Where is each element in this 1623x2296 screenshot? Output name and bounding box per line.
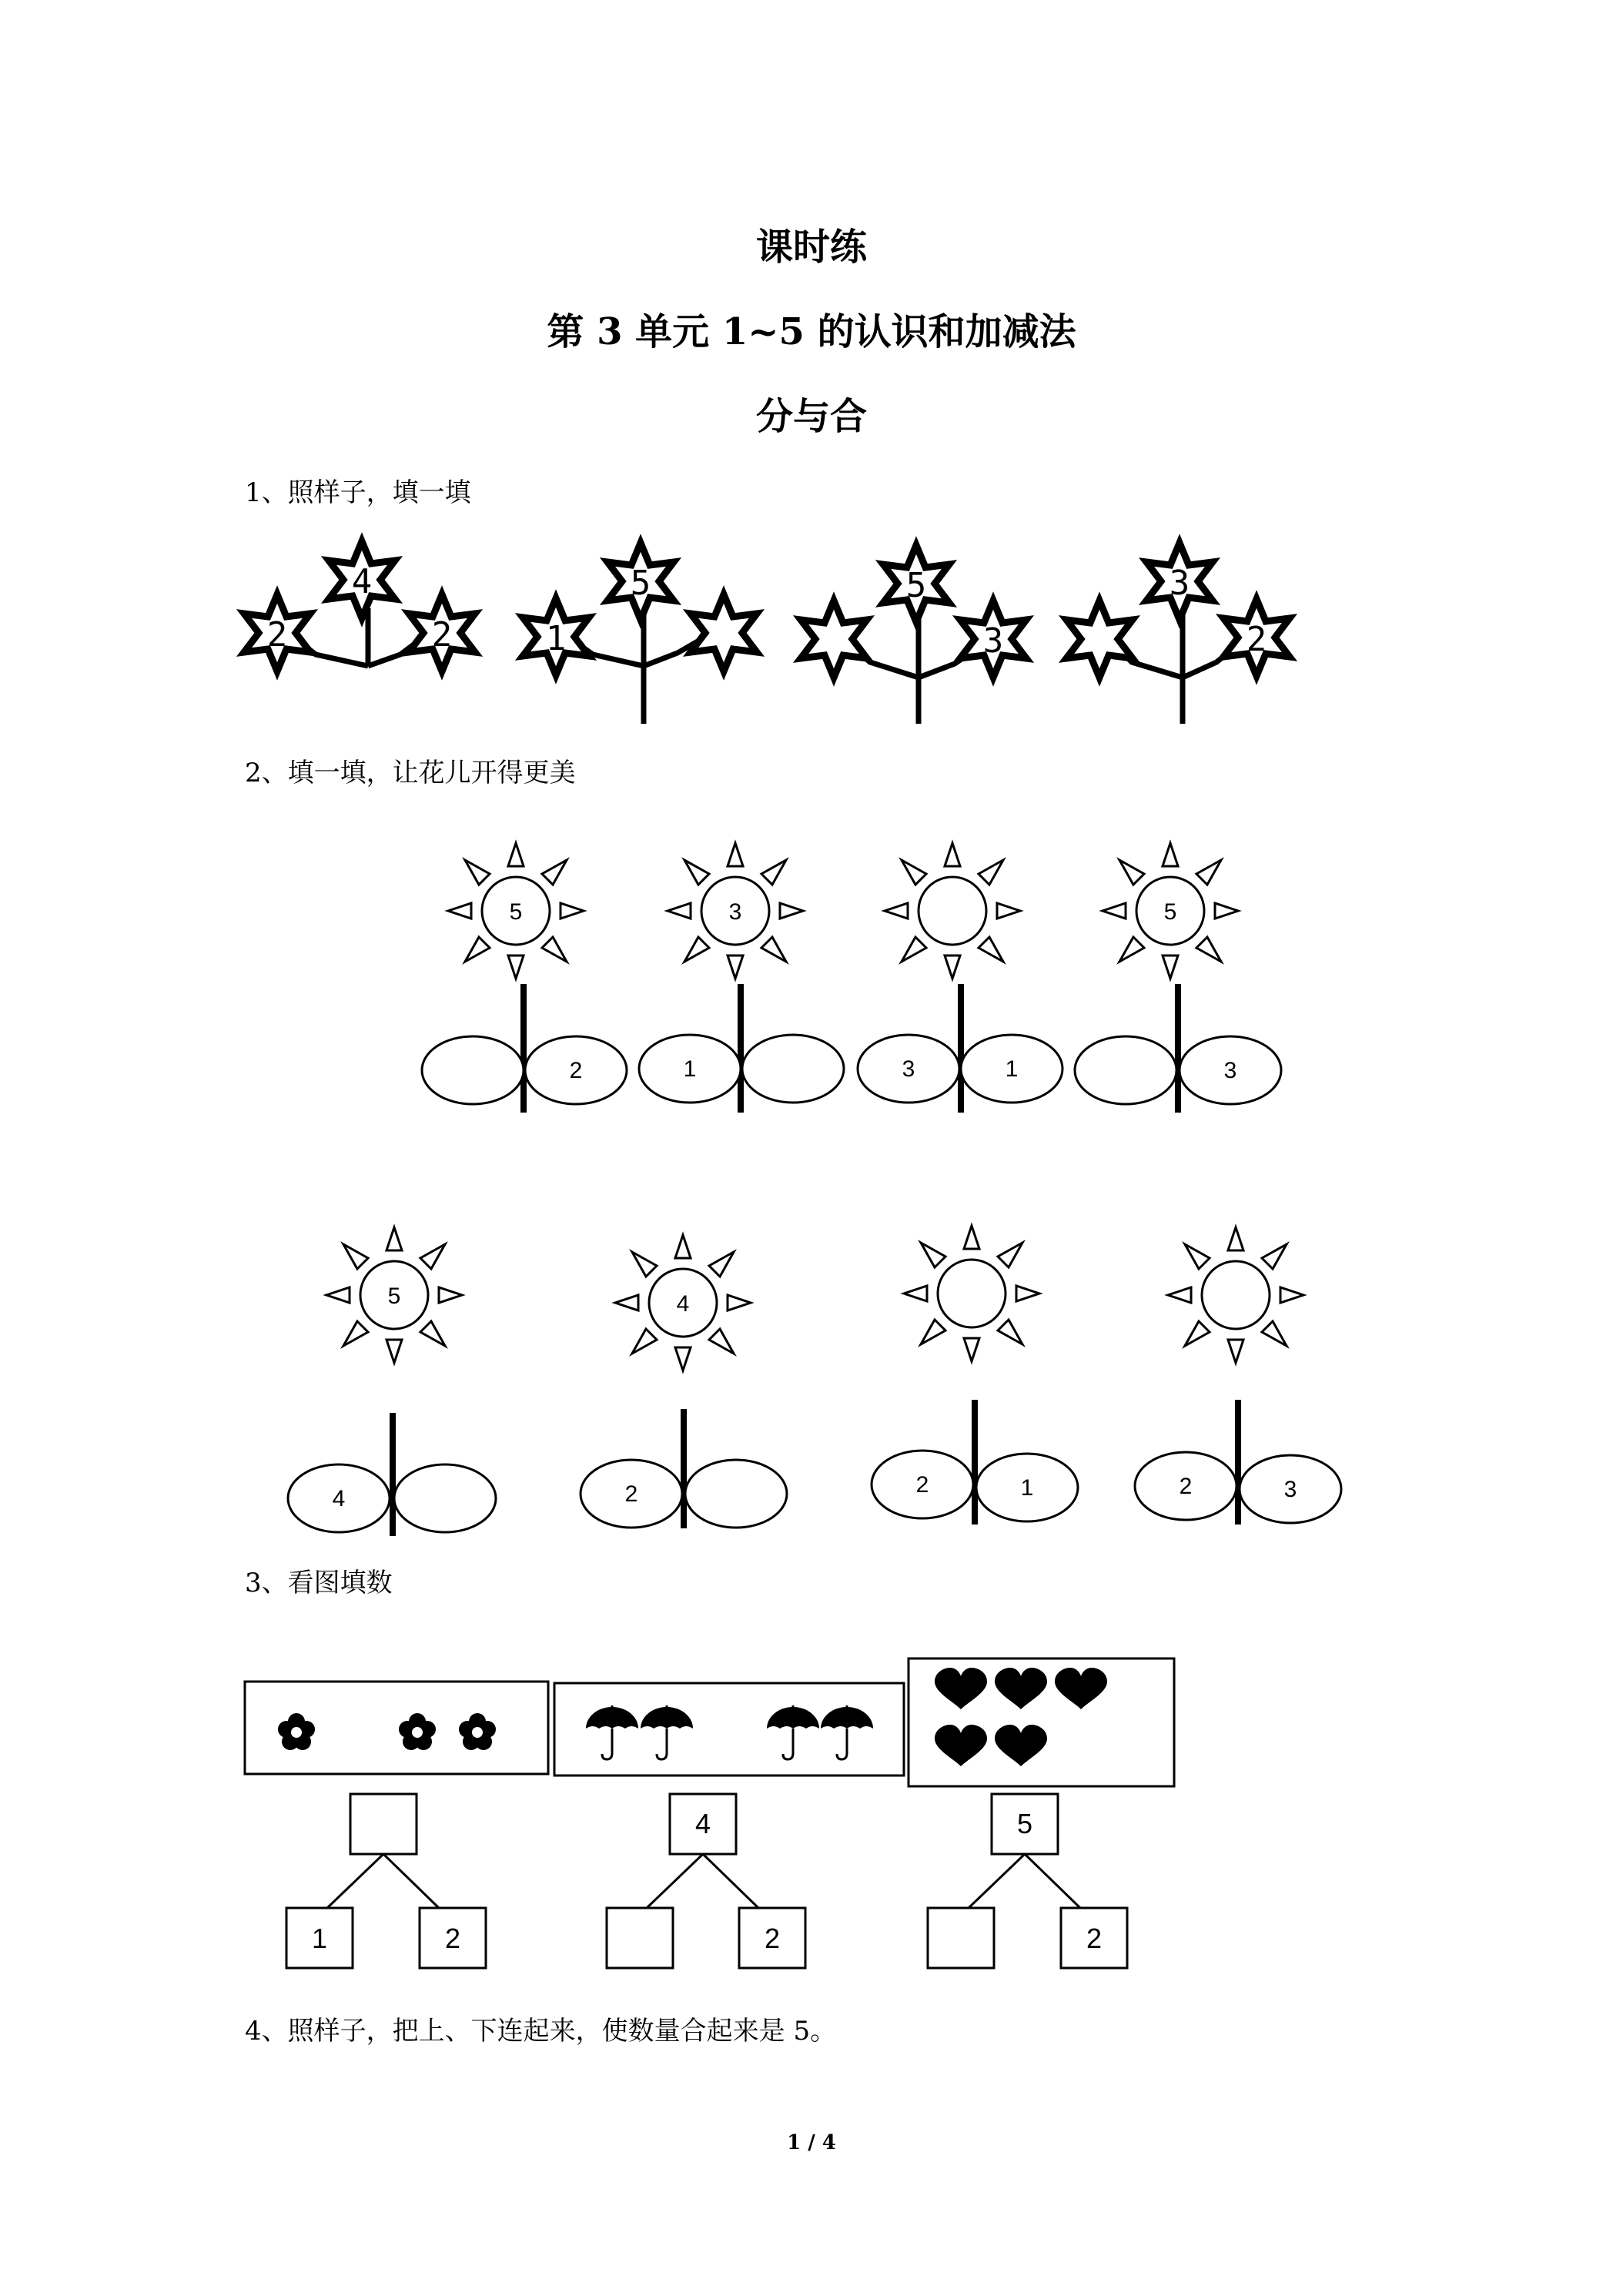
leaf-number: 1 — [1020, 1475, 1034, 1501]
leaf-number: 2 — [1179, 1474, 1193, 1499]
leaf-number: 3 — [1223, 1058, 1237, 1083]
page-title: 课时练 — [755, 226, 867, 269]
star-number: 3 — [1169, 564, 1190, 603]
question-1: 1、照样子，填一填 — [245, 477, 471, 508]
flower-center-number: 5 — [387, 1284, 401, 1309]
star-number: 2 — [1246, 620, 1267, 659]
bond-left-box[interactable] — [928, 1908, 994, 1968]
leaf-number: 2 — [624, 1481, 638, 1507]
flower-center-number: 5 — [1163, 899, 1177, 925]
flower-center-number: 3 — [728, 899, 742, 925]
leaf-number: 3 — [1283, 1477, 1297, 1502]
page-number: 1 / 4 — [787, 2131, 836, 2154]
bond-top-number: 5 — [1016, 1808, 1033, 1839]
bond-right-number: 2 — [444, 1923, 461, 1954]
flower-center-number: 5 — [509, 899, 523, 925]
star-number: 3 — [982, 621, 1004, 661]
star-number: 4 — [351, 562, 373, 601]
bond-top-box[interactable] — [350, 1794, 417, 1854]
leaf-number: 2 — [569, 1058, 583, 1083]
leaf-number: 3 — [902, 1056, 915, 1082]
question-4: 4、照样子，把上、下连起来，使数量合起来是 5。 — [245, 2016, 837, 2047]
question-3: 3、看图填数 — [245, 1568, 393, 1598]
flower-center-number: 4 — [676, 1291, 690, 1317]
bond-right-number: 2 — [764, 1923, 781, 1954]
bond-right-number: 2 — [1086, 1923, 1103, 1954]
leaf-number: 2 — [915, 1472, 929, 1498]
bond-left-box[interactable] — [607, 1908, 673, 1968]
star-number: 2 — [431, 615, 453, 654]
section-title: 分与合 — [755, 395, 867, 438]
star-number: 5 — [905, 566, 927, 605]
star-number: 2 — [266, 615, 288, 654]
leaf-number: 1 — [1005, 1056, 1019, 1082]
picture-box — [554, 1683, 904, 1776]
bond-left-number: 1 — [311, 1923, 328, 1954]
unit-subtitle: 第 3 单元 1~5 的认识和加减法 — [547, 310, 1076, 353]
question-2: 2、填一填，让花儿开得更美 — [245, 758, 576, 788]
star-number: 1 — [545, 619, 567, 658]
bond-top-number: 4 — [694, 1808, 711, 1839]
star-number: 5 — [630, 564, 651, 603]
leaf-number: 1 — [683, 1056, 697, 1082]
leaf-number: 4 — [332, 1486, 346, 1511]
